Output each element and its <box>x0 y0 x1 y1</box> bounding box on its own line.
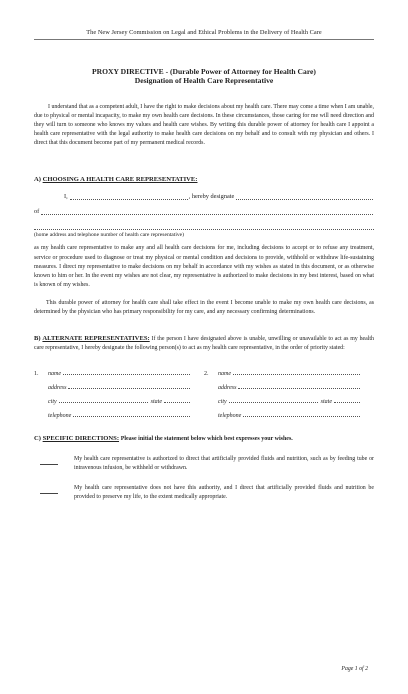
designation-line <box>34 193 374 202</box>
choice-2-text: My health care representative does not have this authority, and I direct that artificially provided fluids and nutrition be provided to preserve my life, to the extent medically appropriate. <box>74 484 374 500</box>
representative-phone-field[interactable] <box>34 221 374 230</box>
effective-paragraph: This durable power of attorney for health care shall take effect in the event I become unable to make my own health care decisions, as determined by the physician who has primary responsibility for my care, and any necessary confirming determinations. <box>34 299 374 316</box>
alt2-city-label: city <box>218 399 227 406</box>
alt1-name-label: name <box>48 371 61 378</box>
section-c-subheading: Please initial the statement below which best expresses your wishes. <box>120 436 293 443</box>
designation-i-label: I, <box>64 193 68 201</box>
alt1-name-field[interactable] <box>63 369 190 375</box>
section-c-letter: C) <box>34 435 41 443</box>
alternates-grid <box>34 363 374 419</box>
intro-paragraph: I understand that as a competent adult, I have the right to make decisions about my health care. There may come a time when I am unable, due to physical or mental incapacity, to make my own health care decisions. In these circumstances, those caring for me will need direction and they will turn to someone who knows my values and health care wishes. By writing this durable power of attorney for health care I appoint a health care representative with the legal authority to make health care decisions on my behalf and to consult with my physician and others. I direct that this document become part of my permanent medical records. <box>34 104 374 147</box>
representative-address-field[interactable] <box>41 208 373 215</box>
alt2-state-label: state <box>320 399 332 406</box>
address-note: (home address and telephone number of health care representative) <box>34 232 185 239</box>
choice-1 <box>34 455 374 473</box>
page-number: Page 1 of 2 <box>341 666 368 672</box>
section-b-text: If the person I have designated above is unable, unwilling or unavailable to act as my health care representative, I hereby designate the following person(s) to act as my health care representative, in the order of priority stated: <box>34 336 374 352</box>
choice-2-initial-field[interactable] <box>40 488 58 494</box>
section-c-title: SPECIFIC DIRECTIONS: <box>42 435 120 443</box>
principal-name-field[interactable] <box>70 193 188 200</box>
section-b <box>34 334 374 353</box>
section-a-letter: A) <box>34 176 41 184</box>
alt2-state-field[interactable] <box>334 397 360 403</box>
alt1-number: 1. <box>34 371 39 378</box>
document-title <box>34 67 374 85</box>
authority-paragraph: as my health care representative to make any and all health care decisions for me, including decisions to accept or to refuse any treatment, service or procedure used to diagnose or treat my physical or mental condition and decisions to provide, withhold or withdraw life-sustaining measures. I direct my representative to make decisions on my behalf in accordance with my wishes as stated in this document, or as otherwise known to him or her. In the event my wishes are not clear, my representative is authorized to make decisions in my best interest, based on what is known of my wishes. <box>34 245 374 288</box>
alt1-city-label: city <box>48 399 57 406</box>
alt1-state-field[interactable] <box>164 397 190 403</box>
alternate-2 <box>204 363 374 419</box>
section-b-title: ALTERNATE REPRESENTATIVES: <box>42 335 150 343</box>
alt2-number: 2. <box>204 371 209 378</box>
document-page <box>0 29 408 694</box>
alt2-telephone-label: telephone <box>218 413 242 420</box>
alt1-telephone-field[interactable] <box>73 411 190 417</box>
alt1-city-field[interactable] <box>59 397 148 403</box>
alt1-address-label: address <box>48 385 67 392</box>
alt2-city-field[interactable] <box>229 397 318 403</box>
title-line-2: Designation of Health Care Representative <box>134 76 274 85</box>
alt2-telephone-field[interactable] <box>243 411 360 417</box>
representative-name-field[interactable] <box>236 193 373 200</box>
designate-label: , hereby designate <box>188 193 235 201</box>
alt1-address-field[interactable] <box>68 383 190 389</box>
section-a-heading <box>34 176 374 183</box>
section-b-letter: B) <box>34 335 41 343</box>
choice-2 <box>34 484 374 502</box>
choice-1-initial-field[interactable] <box>40 459 58 465</box>
alt2-address-label: address <box>218 385 237 392</box>
organization-header: The New Jersey Commission on Legal and Ethical Problems in the Delivery of Health Care <box>34 29 374 40</box>
title-line-1: PROXY DIRECTIVE - (Durable Power of Attorney for Health Care) <box>92 67 316 76</box>
alt2-address-field[interactable] <box>238 383 360 389</box>
alt2-name-label: name <box>218 371 231 378</box>
of-line <box>34 208 374 217</box>
alt2-name-field[interactable] <box>233 369 360 375</box>
alt1-telephone-label: telephone <box>48 413 72 420</box>
choice-1-text: My health care representative is authorized to direct that artificially provided fluids and nutrition, such as by feeding tube or intravenous infusion, be withheld or withdrawn. <box>74 456 374 472</box>
section-a-title: CHOOSING A HEALTH CARE REPRESENTATIVE: <box>42 176 198 184</box>
alt1-state-label: state <box>150 399 162 406</box>
of-label: of <box>34 208 40 216</box>
alternate-1 <box>34 363 204 419</box>
section-c-heading <box>34 435 374 442</box>
